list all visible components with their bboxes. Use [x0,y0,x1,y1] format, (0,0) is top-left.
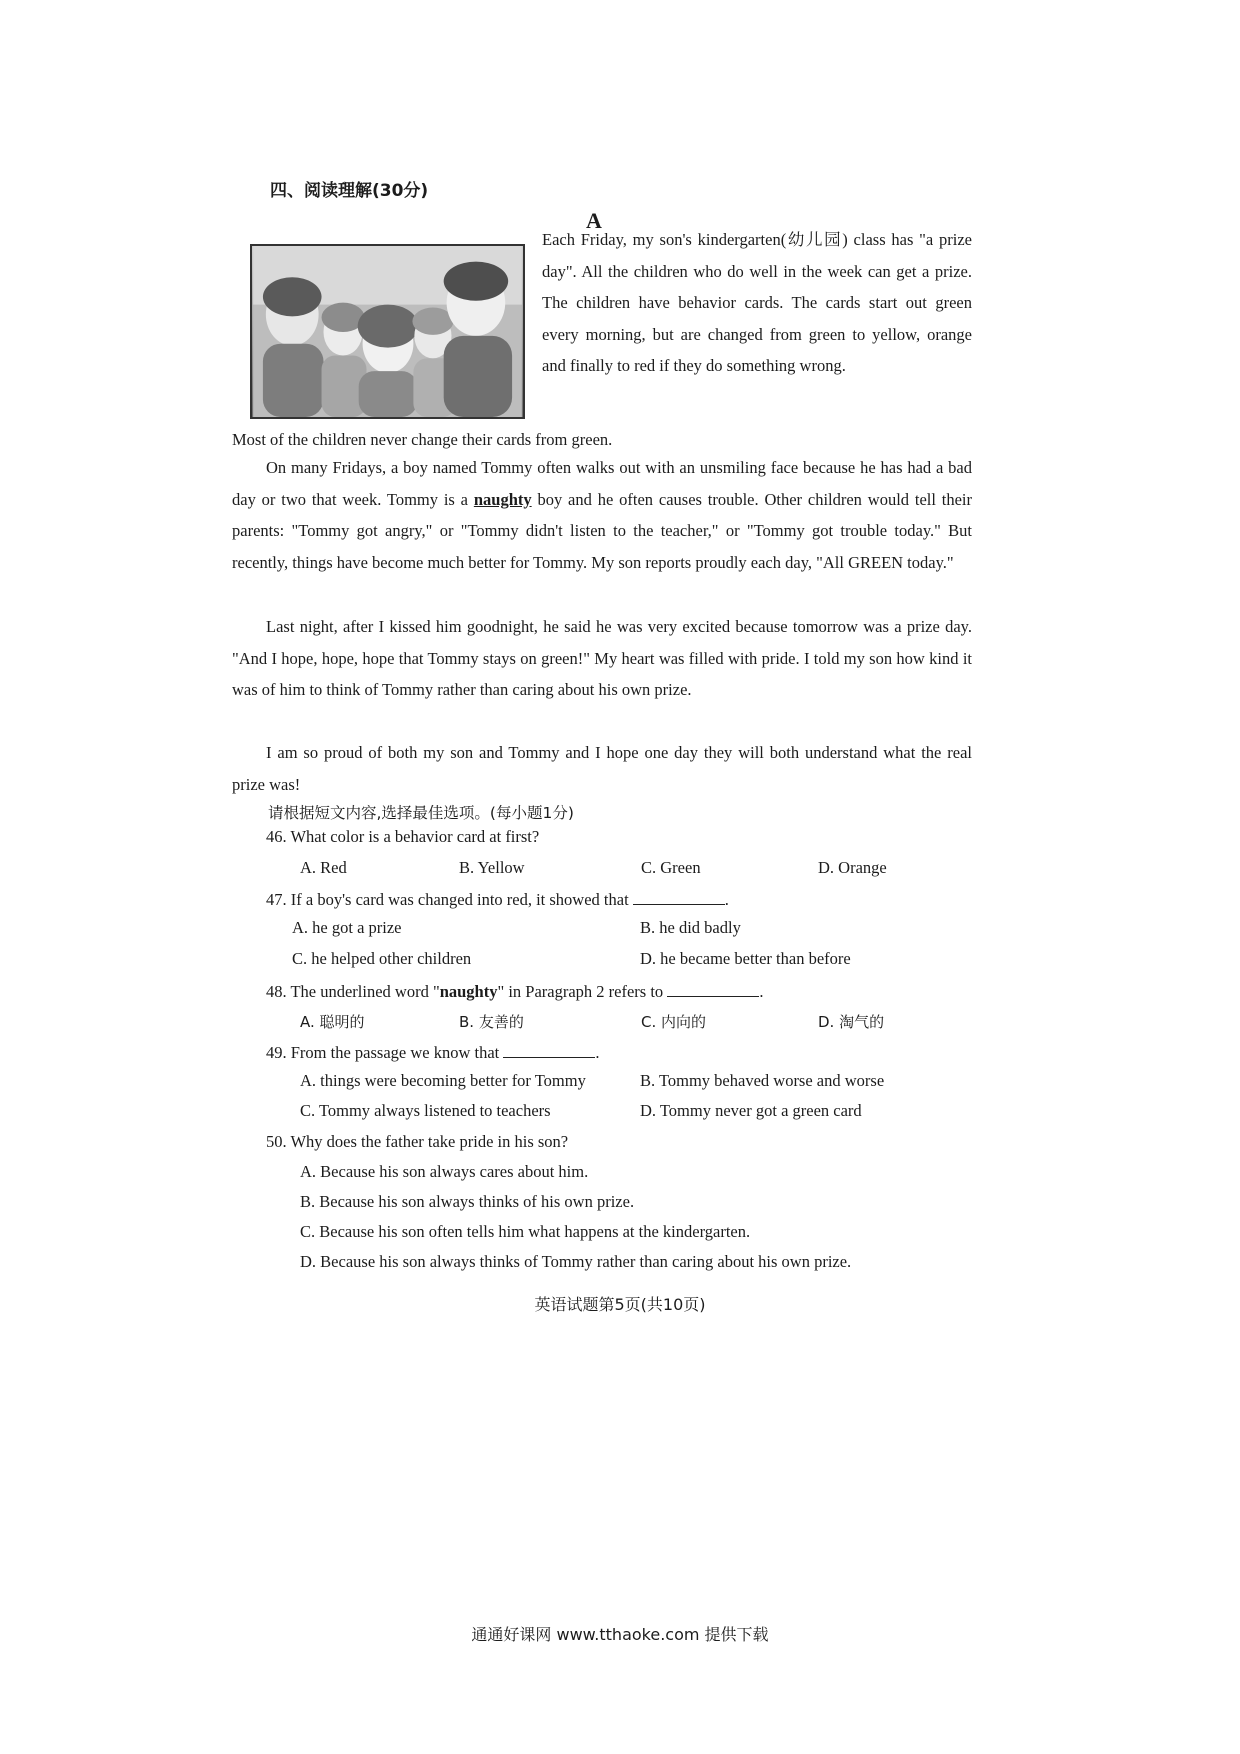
question-48-option-b[interactable]: B. 友善的 [459,1013,524,1031]
passage-letter: A [586,208,602,233]
question-50: 50. Why does the father take pride in his son? [266,1132,569,1151]
question-49: 49. From the passage we know that . [266,1043,600,1062]
question-50-option-d[interactable]: D. Because his son always thinks of Tommy rather than caring about his own prize. [300,1252,852,1271]
question-46-option-c[interactable]: C. Green [641,858,701,877]
question-49-option-d[interactable]: D. Tommy never got a green card [640,1101,862,1120]
question-46-option-d[interactable]: D. Orange [818,858,887,877]
question-46: 46. What color is a behavior card at first? [266,827,540,846]
question-49-option-a[interactable]: A. things were becoming better for Tommy [300,1071,586,1090]
question-48-option-a[interactable]: A. 聪明的 [300,1013,365,1031]
question-47-option-a[interactable]: A. he got a prize [292,918,402,937]
question-49-blank [503,1041,595,1058]
passage-paragraph-3: Last night, after I kissed him goodnight, he said he was very excited because tomorrow was a prize day. "And I hope, hope, hope that Tommy stays on green!" My heart was filled with pride. I told my son how kind it was of him to think of Tommy rather than caring about his own prize. [232,617,972,699]
question-48-option-d[interactable]: D. 淘气的 [818,1013,885,1031]
page-footer: 英语试题第5页(共10页) [534,1295,706,1314]
question-48-blank [667,980,759,997]
passage-paragraph-1: Each Friday, my son's kindergarten(幼儿园) class has "a prize day". All the children who do well in the week can get a prize. The children have behavior cards. The cards start out green every morning, but are changed from green to yellow, orange and finally to red if they do something wrong. [542,230,972,375]
children-photo [250,244,525,419]
question-47-stem: 47. If a boy's card was changed into red, it showed that [266,890,629,909]
children-photo-illustration [252,246,523,417]
paragraph-2-text-after: boy and he often causes trouble. Other children would tell their parents: "Tommy got angry," or "Tommy didn't listen to the teacher," or "Tommy got trouble today." But recently, things have become much better for Tommy. My son reports proudly each day, "All GREEN today." [232,489,973,572]
question-47-option-d[interactable]: D. he became better than before [640,949,851,968]
underlined-word-naughty: naughty [473,489,532,509]
question-46-option-b[interactable]: B. Yellow [459,858,525,877]
question-48-stem-after: " in Paragraph 2 refers to [497,982,664,1001]
question-47-option-b[interactable]: B. he did badly [640,918,741,937]
question-47-blank [633,888,725,905]
question-50-option-b[interactable]: B. Because his son always thinks of his own prize. [300,1192,635,1211]
passage-paragraph-4: I am so proud of both my son and Tommy and I hope one day they will both understand what the real prize was! [232,743,972,794]
question-46-option-a[interactable]: A. Red [300,858,347,877]
question-48-stem-before: 48. The underlined word " [266,982,440,1001]
question-47-option-c[interactable]: C. he helped other children [292,949,472,968]
question-48-option-c[interactable]: C. 内向的 [641,1013,707,1031]
question-48-stem-word: naughty [439,982,498,1001]
question-instruction: 请根据短文内容,选择最佳选项。(每小题1分) [268,804,574,822]
question-47: 47. If a boy's card was changed into red, it showed that . [266,890,729,909]
question-48: 48. The underlined word "naughty" in Paragraph 2 refers to . [266,982,764,1001]
question-49-option-b[interactable]: B. Tommy behaved worse and worse [640,1071,885,1090]
passage-paragraph-1-continued: Most of the children never change their cards from green. [232,430,613,449]
paragraph-2-text-before: On many Fridays, a boy named Tommy often walks out with an unsmiling face because he has had a bad day or two that week. Tommy is a [232,458,972,509]
question-49-option-c[interactable]: C. Tommy always listened to teachers [300,1101,551,1120]
question-49-stem: 49. From the passage we know that [266,1043,500,1062]
question-50-option-c[interactable]: C. Because his son often tells him what happens at the kindergarten. [300,1222,751,1241]
download-credit: 通通好课网 www.tthaoke.com 提供下载 [471,1625,769,1644]
question-50-option-a[interactable]: A. Because his son always cares about him. [300,1162,589,1181]
passage-paragraph-2 [232,452,972,578]
section-title: 四、阅读理解(30分) [270,181,429,201]
